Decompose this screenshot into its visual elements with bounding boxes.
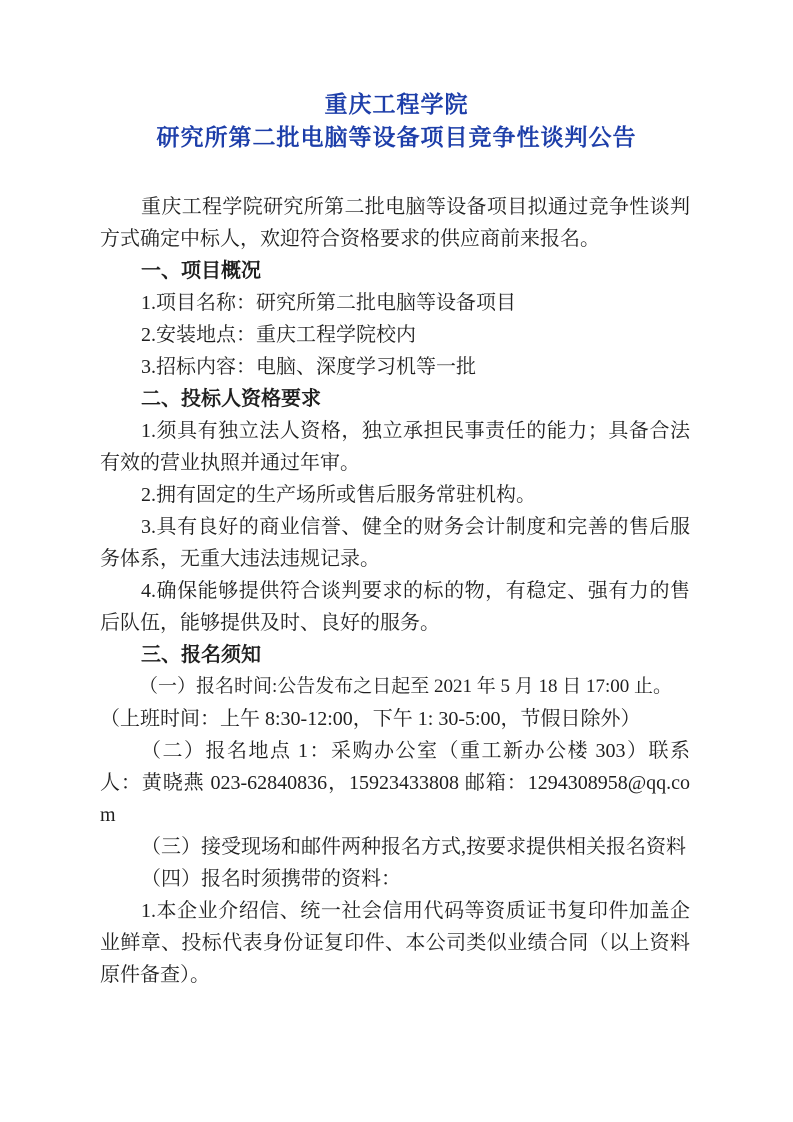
section-3-item-materials-list: 1.本企业介绍信、统一社会信用代码等资质证书复印件加盖企业鲜章、投标代表身份证复印件、本公司类似业绩合同（以上资料原件备查）。: [100, 900, 690, 986]
section-1-item-project-name: 1.项目名称：研究所第二批电脑等设备项目: [141, 292, 516, 314]
section-3-heading: 三、报名须知: [141, 644, 261, 666]
section-2-heading: 二、投标人资格要求: [141, 388, 321, 410]
section-3-item-office-hours: （上班时间：上午 8:30-12:00，下午 1: 30-5:00，节假日除外）: [100, 708, 641, 730]
section-3-item-registration-location: （二）报名地点 1：采购办公室（重工新办公楼 303）联系人：黄晓燕 023-62840836，15923433808 邮箱：1294308958@qq.com: [100, 740, 690, 826]
document-body: [100, 191, 690, 991]
section-2-item-reputation: 3.具有良好的商业信誉、健全的财务会计制度和完善的售后服务体系，无重大违法违规记录。: [100, 516, 690, 570]
section-2-item-legal-person: 1.须具有独立法人资格，独立承担民事责任的能力；具备合法有效的营业执照并通过年审。: [100, 420, 690, 474]
section-1-item-bid-content: 3.招标内容：电脑、深度学习机等一批: [141, 356, 476, 378]
section-2-item-supply-guarantee: 4.确保能够提供符合谈判要求的标的物，有稳定、强有力的售后队伍，能够提供及时、良好的服务。: [100, 580, 690, 634]
section-1-item-install-location: 2.安装地点：重庆工程学院校内: [141, 324, 416, 346]
section-2-item-fixed-premises: 2.拥有固定的生产场所或售后服务常驻机构。: [141, 484, 536, 506]
section-3-item-materials-intro: （四）报名时须携带的资料：: [141, 868, 401, 890]
title-line-1: 重庆工程学院: [324, 91, 469, 117]
section-3-item-registration-time: （一）报名时间:公告发布之日起至 2021 年 5 月 18 日 17:00 止。: [138, 676, 672, 697]
document-title: [0, 88, 793, 154]
title-line-2: 研究所第二批电脑等设备项目竞争性谈判公告: [156, 124, 637, 150]
intro-paragraph: 重庆工程学院研究所第二批电脑等设备项目拟通过竞争性谈判方式确定中标人，欢迎符合资格要求的供应商前来报名。: [100, 196, 690, 250]
section-1-heading: 一、项目概况: [141, 260, 261, 282]
section-3-item-registration-methods: （三）接受现场和邮件两种报名方式,按要求提供相关报名资料: [141, 836, 686, 858]
